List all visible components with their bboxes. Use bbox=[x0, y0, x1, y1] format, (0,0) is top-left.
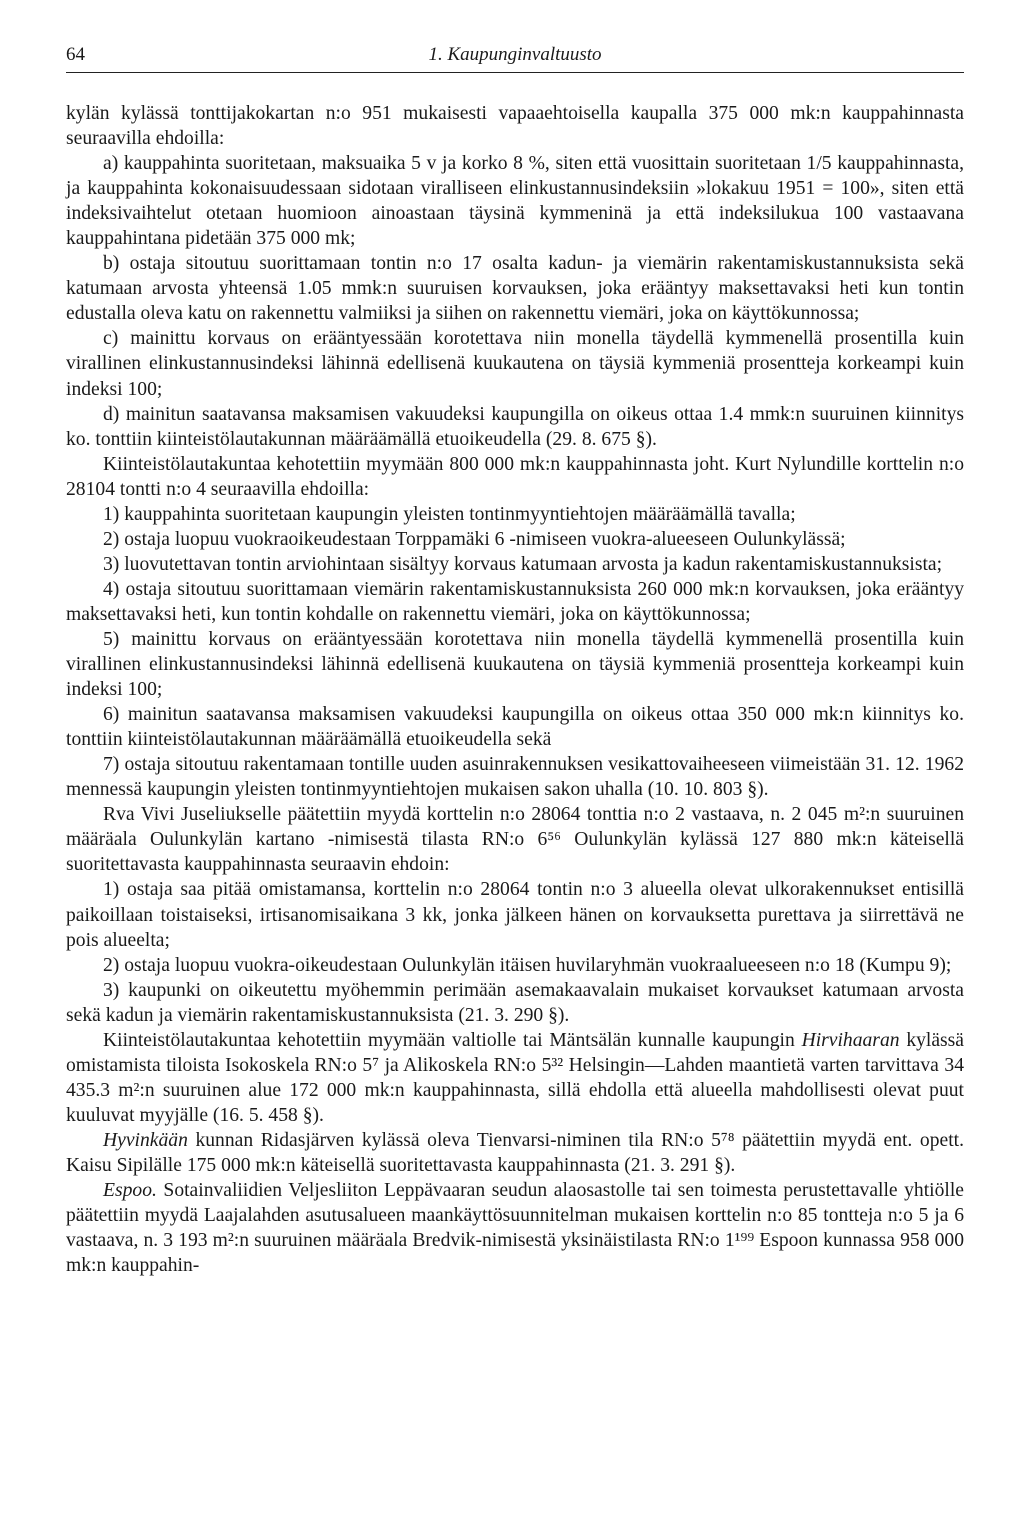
text-run: kylässä omistamista tiloista Isokoskela RN:o 5⁷ ja Alikoskela RN:o 5³² Helsingin—Lahden maantietä varten tarvittava 34 435.3 m²:n suuruinen alue 172 000 mk:n kauppahinnasta, sillä ehdolla että alueella mahdollisesti olevat puut kuuluvat myyjälle (16. 5. 458 §). bbox=[66, 1029, 964, 1126]
paragraph: 4) ostaja sitoutuu suorittamaan viemärin rakentamiskustannuksista 260 000 mk:n korvauksen, joka erääntyy maksettavaksi heti, kun tontin kohdalle on rakennettu viemäri, joka on käyttökunnossa; bbox=[66, 578, 964, 625]
paragraph: 3) luovutettavan tontin arviohintaan sisältyy korvaus katumaan arvosta ja kadun rakentamiskustannuksista; bbox=[103, 553, 943, 575]
paragraph bbox=[66, 1128, 964, 1178]
paragraph: c) mainittu korvaus on erääntyessään korotettava niin monella täydellä kymmenellä prosentilla kuin virallinen elinkustannusindeksi lähinnä edellisenä kuukautena on täysiä kymmeniä prosentteja korkeampi kuin indeksi 100; bbox=[66, 328, 964, 400]
paragraph: d) mainitun saatavansa maksamisen vakuudeksi kaupungilla on oikeus ottaa 1.4 mmk:n suuruinen kiinnitys ko. tonttiin kiinteistölautakunnan määräämällä etuoikeudella (29. 8. 675 §). bbox=[66, 403, 964, 450]
paragraph: Rva Vivi Juseliukselle päätettiin myydä korttelin n:o 28064 tonttia n:o 2 vastaava, n. 2 045 m²:n suuruinen määräala Oulunkylän kartano -nimisestä tilasta RN:o 6⁵⁶ Oulunkylän kylässä 127 880 mk:n käteisellä suoritettavasta kauppahinnasta seuraavin ehdoin: bbox=[66, 804, 964, 876]
paragraph: 2) ostaja luopuu vuokra-oikeudestaan Oulunkylän itäisen huvilaryhmän vuokraalueeseen n:o 18 (Kumpu 9); bbox=[103, 954, 952, 976]
paragraph: 3) kaupunki on oikeutettu myöhemmin perimään asemakaavalain mukaiset korvaukset katumaan arvosta sekä kadun ja viemärin rakentamiskustannuksista (21. 3. 290 §). bbox=[66, 979, 964, 1026]
paragraph: 1) kauppahinta suoritetaan kaupungin yleisten tontinmyyntiehtojen määräämällä tavalla; bbox=[103, 503, 796, 525]
paragraph: 7) ostaja sitoutuu rakentamaan tontille uuden asuinrakennuksen vesikattovaiheeseen viimeistään 31. 12. 1962 mennessä kaupungin yleisten tontinmyyntiehtojen mukaisen sakon uhalla (10. 10. 803 §). bbox=[66, 754, 964, 801]
paragraph: a) kauppahinta suoritetaan, maksuaika 5 v ja korko 8 %, siten että vuosittain suoritetaan 1/5 kauppahinnasta, ja kauppahinta kokonaisuudessaan sidotaan viralliseen elinkustannusindeksiin »lokakuu 1951 = 100», siten että indeksivaihtelut otetaan huomioon ainoastaan täysinä kymmeninä ja että indeksilukua 100 vastaavana kauppahintana pidetään 375 000 mk; bbox=[66, 153, 964, 250]
text-run: Kiinteistölautakuntaa kehotettiin myymään valtiolle tai Mäntsälän kunnalle kaupungin bbox=[103, 1029, 802, 1051]
paragraph bbox=[66, 1028, 964, 1128]
paragraph: 1) ostaja saa pitää omistamansa, korttelin n:o 28064 tontin n:o 3 alueella olevat ulkorakennukset entisillä paikoillaan toistaiseksi, irtisanomisaikana 3 kk, jonka jälkeen hänen on korvauksetta purettava ja siirrettävä ne pois alueelta; bbox=[66, 879, 964, 951]
paragraph: Kiinteistölautakuntaa kehotettiin myymään 800 000 mk:n kauppahinnasta joht. Kurt Nylundille korttelin n:o 28104 tontti n:o 4 seuraavilla ehdoilla: bbox=[66, 453, 964, 500]
paragraph: 2) ostaja luopuu vuokraoikeudestaan Torppamäki 6 -nimiseen vuokra-alueeseen Oulunkylässä; bbox=[103, 528, 846, 550]
text-run: Sotainvaliidien Veljesliiton Leppävaaran seudun alaosastolle tai sen toimesta perustettavalle yhtiölle päätettiin myydä Laajalahden asutusalueen maankäyttösuunnitelman mukaisen korttelin n:o 85 tontteja n:o 5 ja 6 vastaava, n. 3 193 m²:n suuruinen määräala Bredvik-nimisestä yksinäistilasta RN:o 1¹⁹⁹ Espoon kunnassa 958 000 mk:n kauppahin- bbox=[66, 1180, 964, 1277]
document-body bbox=[66, 101, 964, 1278]
text-run: kunnan Ridasjärven kylässä oleva Tienvarsi-niminen tila RN:o 5⁷⁸ päätettiin myydä ent. opett. Kaisu Sipilälle 175 000 mk:n käteisellä suoritettavasta kauppahinnasta (21. 3. 291 §). bbox=[66, 1129, 964, 1176]
place-name-italic: Hirvihaaran bbox=[801, 1029, 900, 1051]
place-name-italic: Espoo. bbox=[103, 1180, 157, 1202]
paragraph: kylän kylässä tonttijakokartan n:o 951 mukaisesti vapaaehtoisella kaupalla 375 000 mk:n kauppahinnasta seuraavilla ehdoilla: bbox=[66, 103, 964, 150]
header-rule bbox=[66, 72, 964, 73]
paragraph bbox=[66, 1178, 964, 1278]
page-number: 64 bbox=[66, 44, 85, 65]
running-title: 1. Kaupunginvaltuusto bbox=[428, 44, 602, 65]
place-name-italic: Hyvinkään bbox=[103, 1129, 188, 1151]
paragraph: 5) mainittu korvaus on erääntyessään korotettava niin monella täydellä kymmenellä prosentilla kuin virallinen elinkustannusindeksi lähinnä edellisenä kuukautena on täysiä kymmeniä prosentteja korkeampi kuin indeksi 100; bbox=[66, 628, 964, 701]
page-header bbox=[66, 44, 964, 70]
paragraph: b) ostaja sitoutuu suorittamaan tontin n:o 17 osalta kadun- ja viemärin rakentamiskustannuksista sekä katumaan arvosta yhteensä 1.05 mmk:n suuruisen korvauksen, joka erääntyy maksettavaksi heti kun tontin edustalla oleva katu on rakennettu valmiiksi ja siihen on rakennettu viemäri, joka on käyttökunnossa; bbox=[66, 253, 964, 325]
paragraph: 6) mainitun saatavansa maksamisen vakuudeksi kaupungilla on oikeus ottaa 350 000 mk:n kiinnitys ko. tonttiin kiinteistölautakunnan määräämällä etuoikeudella sekä bbox=[66, 704, 964, 751]
document-page bbox=[66, 44, 964, 1278]
